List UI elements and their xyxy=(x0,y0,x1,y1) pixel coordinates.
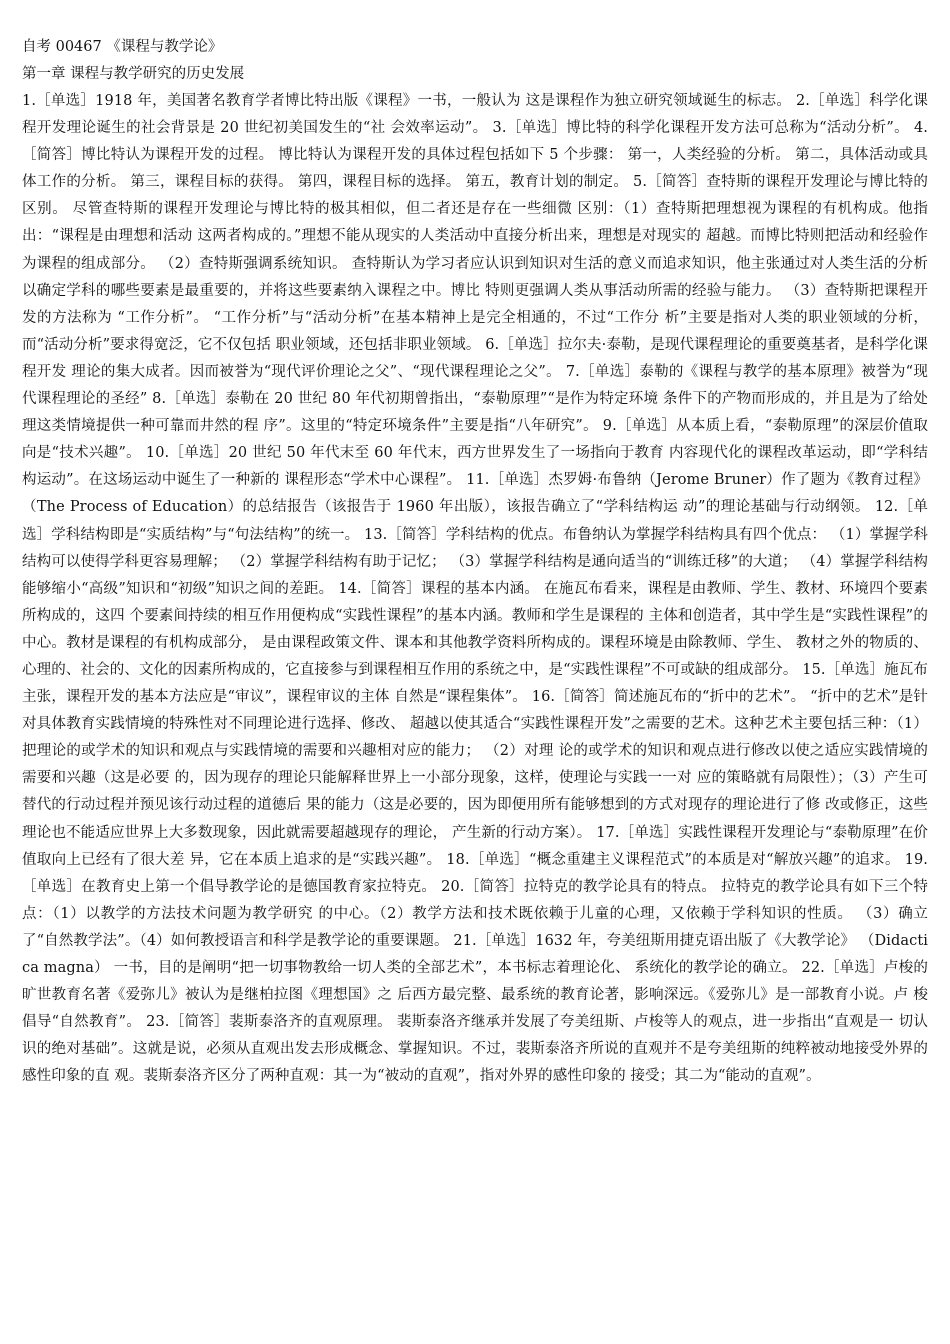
document-page xyxy=(22,34,928,1334)
document-body-text: 1.［单选］1918 年，美国著名教育学者博比特出版《课程》一书，一般认为 这是课程作为独立研究领域诞生的标志。 2.［单选］科学化课程开发理论诞生的社会背景是 20 世纪初美国发生的“社 会效率运动”。 3.［单选］博比特的科学化课程开发方法可总称为“活动分析”。 4.［简答］博比特认为课程开发的过程。 博比特认为课程开发的具体过程包括如下 5 个步骤： 第一，人类经验的分析。 第二，具体活动或具体工作的分析。 第三，课程目标的获得。 第四，课程目标的选择。 第五，教育计划的制定。 5.［简答］查特斯的课程开发理论与博比特的区别。 尽管查特斯的课程开发理论与博比特的极其相似，但二者还是存在一些细微 区别：（1）查特斯把理想视为课程的有机构成。他指出：“课程是由理想和活动 这两者构成的。”理想不能从现实的人类活动中直接分析出来，理想是对现实的 超越。而博比特则把活动和经验作为课程的组成部分。 （2）查特斯强调系统知识。 查特斯认为学习者应认识到知识对生活的意义而追求知识，他主张通过对人类生活的分析以确定学科的哪些要素是最重要的，并将这些要素纳入课程之中。博比 特则更强调人类从事活动所需的经验与能力。 （3）查特斯把课程开发的方法称为 “工作分析”。 “工作分析”与“活动分析”在基本精神上是完全相通的，不过“工作分 析”主要是指对人类的职业领域的分析，而“活动分析”要求得宽泛，它不仅包括 职业领域，还包括非职业领域。 6.［单选］拉尔夫·泰勒，是现代课程理论的重要奠基者，是科学化课程开发 理论的集大成者。因而被誉为“现代评价理论之父”、“现代课程理论之父”。 7.［单选］泰勒的《课程与教学的基本原理》被誉为“现代课程理论的圣经” 8.［单选］泰勒在 20 世纪 80 年代初期曾指出，“泰勒原理”“是作为特定环境 条件下的产物而形成的，并且是为了给处理这类情境提供一种可靠而井然的程 序”。这里的“特定环境条件”主要是指“八年研究”。 9.［单选］从本质上看，“泰勒原理”的深层价值取向是“技术兴趣”。 10.［单选］20 世纪 50 年代末至 60 年代末，西方世界发生了一场指向于教育 内容现代化的课程改革运动，即“学科结构运动”。在这场运动中诞生了一种新的 课程形态“学术中心课程”。 11.［单选］杰罗姆·布鲁纳（Jerome Bruner）作了题为《教育过程》 （The Process of Education）的总结报告（该报告于 1960 年出版），该报告确立了“学科结构运 动”的理论基础与行动纲领。 12.［单选］学科结构即是“实质结构”与“句法结构”的统一。 13.［简答］学科结构的优点。布鲁纳认为掌握学科结构具有四个优点： （1）掌握学科结构可以使得学科更容易理解； （2）掌握学科结构有助于记忆； （3）掌握学科结构是通向适当的“训练迁移”的大道； （4）掌握学科结构能够缩小“高级”知识和“初级”知识之间的差距。 14.［简答］课程的基本内涵。 在施瓦布看来，课程是由教师、学生、教材、环境四个要素所构成的，这四 个要素间持续的相互作用便构成“实践性课程”的基本内涵。教师和学生是课程的 主体和创造者，其中学生是“实践性课程”的中心。教材是课程的有机构成部分， 是由课程政策文件、课本和其他教学资料所构成的。课程环境是由除教师、学生、 教材之外的物质的、心理的、社会的、文化的因素所构成的，它直接参与到课程相互作用的系统之中，是“实践性课程”不可或缺的组成部分。 15.［单选］施瓦布主张，课程开发的基本方法应是“审议”，课程审议的主体 自然是“课程集体”。 16.［简答］简述施瓦布的“折中的艺术”。 “折中的艺术”是针对具体教育实践情境的特殊性对不同理论进行选择、修改、 超越以使其适合“实践性课程开发”之需要的艺术。这种艺术主要包括三种：（1） 把理论的或学术的知识和观点与实践情境的需要和兴趣相对应的能力； （2）对理 论的或学术的知识和观点进行修改以使之适应实践情境的需要和兴趣（这是必要 的，因为现存的理论只能解释世界上一小部分现象，这样，使理论与实践一一对 应的策略就有局限性）；（3）产生可替代的行动过程并预见该行动过程的道德后 果的能力（这是必要的，因为即便用所有能够想到的方式对现存的理论进行了修 改或修正，这些理论也不能适应世界上大多数现象，因此就需要超越现存的理论， 产生新的行动方案）。 17.［单选］实践性课程开发理论与“泰勒原理”在价值取向上已经有了很大差 异，它在本质上追求的是“实践兴趣”。 18.［单选］“概念重建主义课程范式”的本质是对“解放兴趣”的追求。 19.［单选］在教育史上第一个倡导教学论的是德国教育家拉特克。 20.［简答］拉特克的教学论具有的特点。 拉特克的教学论具有如下三个特点：（1）以教学的方法技术问题为教学研究 的中心。（2）教学方法和技术既依赖于儿童的心理，又依赖于学科知识的性质。 （3）确立了“自然教学法”。（4）如何教授语言和科学是教学论的重要课题。 21.［单选］1632 年，夸美纽斯用捷克语出版了《大教学论》 （Didactica magna） 一书，目的是阐明“把一切事物教给一切人类的全部艺术”，本书标志着理论化、 系统化的教学论的确立。 22.［单选］卢梭的旷世教育名著《爱弥儿》被认为是继柏拉图《理想国》之 后西方最完整、最系统的教育论著，影响深远。《爱弥儿》是一部教育小说。卢 梭倡导“自然教育”。 23.［简答］裴斯泰洛齐的直观原理。 裴斯泰洛齐继承并发展了夸美纽斯、卢梭等人的观点，进一步指出“直观是一 切认识的绝对基础”。这就是说，必须从直观出发去形成概念、掌握知识。不过，裴斯泰洛齐所说的直观并不是夸美纽斯的纯粹被动地接受外界的感性印象的直 观。裴斯泰洛齐区分了两种直观：其一为“被动的直观”，指对外界的感性印象的 接受；其二为“能动的直观”。 xyxy=(22,93,928,1085)
document-title: 自考 00467 《课程与教学论》 xyxy=(22,39,223,55)
chapter-title: 第一章 课程与教学研究的历史发展 xyxy=(22,66,245,82)
